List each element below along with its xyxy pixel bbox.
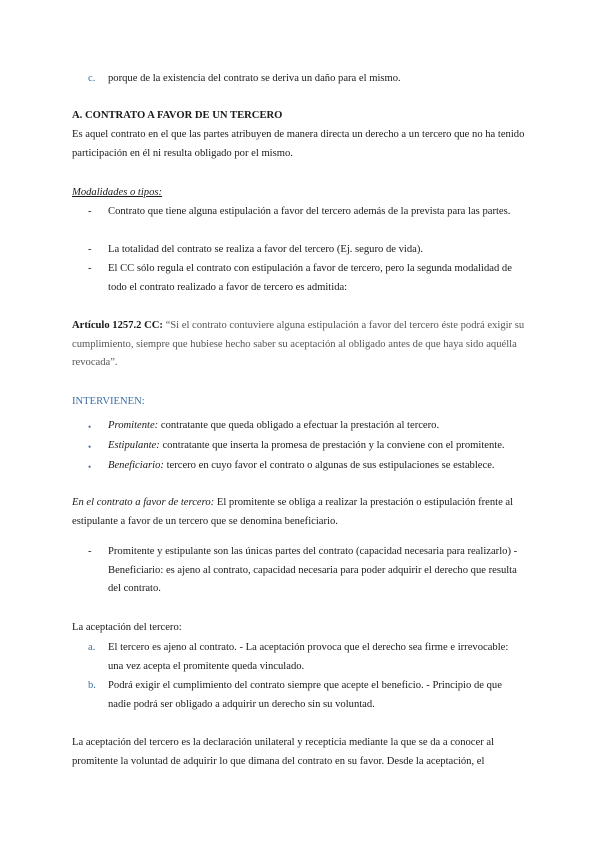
list-marker-a: a. (88, 642, 96, 653)
aceptacion-item-b: Podrá exigir el cumplimiento del contrato siempre que acepte el beneficio. - Principio de que nadie podrá ser obligado a adquirir un derecho sin su voluntad. (108, 680, 502, 710)
bullet-marker: • (88, 422, 92, 432)
term-estipulante: Estipulante: (108, 440, 160, 451)
bullet-marker: • (88, 462, 92, 472)
section-definition: Es aquel contrato en el que las partes atribuyen de manera directa un derecho a un tercero que no ha tenido participación en él ni resulta obligado por el mismo. (72, 129, 525, 159)
dash-marker: - (88, 206, 92, 217)
aceptacion-item-a: El tercero es ajeno al contrato. - La aceptación provoca que el derecho sea firme e irrevocable: una vez acepta el promitente queda vinculado. (108, 642, 509, 672)
dash-marker: - (88, 263, 92, 274)
articulo-label: Artículo 1257.2 CC: (72, 320, 163, 331)
modalidad-item-3: El CC sólo regula el contrato con estipulación a favor de tercero, pero la segunda modalidad de todo el contrato realizado a favor de tercero es admitida: (108, 263, 512, 293)
term-promitente: Promitente: (108, 420, 159, 431)
bullet-marker: • (88, 442, 92, 452)
def-estipulante: contratante que inserta la promesa de prestación y la conviene con el promitente. (162, 440, 505, 451)
intervienen-heading: INTERVIENEN: (72, 396, 145, 407)
def-promitente: contratante que queda obligado a efectuar la prestación al tercero. (160, 420, 440, 431)
partes-item: Promitente y estipulante son las únicas partes del contrato (capacidad necesaria para realizarlo) - Beneficiario: es ajeno al contrato, capacidad necesaria para poder adquirir el derecho que resulta del contrato. (108, 546, 518, 594)
item-c-text: porque de la existencia del contrato se deriva un daño para el mismo. (108, 73, 401, 84)
contrato-tercero-paragraph (72, 494, 532, 531)
final-paragraph: La aceptación del tercero es la declaración unilateral y recepticia mediante la que se da a conocer al promitente la voluntad de adquirir lo que dimana del contrato en su favor. Desde la aceptación, el (72, 737, 495, 767)
interviene-promitente (108, 417, 526, 436)
list-marker-b: b. (88, 680, 96, 691)
section-heading: A. CONTRATO A FAVOR DE UN TERCERO (72, 110, 283, 121)
def-beneficiario: tercero en cuyo favor el contrato o algunas de sus estipulaciones se establece. (166, 460, 495, 471)
dash-marker: - (88, 546, 92, 557)
interviene-estipulante (108, 437, 526, 456)
contrato-tercero-lead: En el contrato a favor de tercero: (72, 497, 215, 508)
term-beneficiario: Beneficiario: (108, 460, 164, 471)
modalidad-item-1: Contrato que tiene alguna estipulación a favor del tercero además de la prevista para las partes. (108, 206, 511, 217)
contrato-tercero-text: El promitente se obliga a realizar la prestación o estipulación frente al estipulante a favor de un tercero que se denomina beneficiario. (72, 497, 514, 527)
aceptacion-heading: La aceptación del tercero: (72, 622, 182, 633)
dash-marker: - (88, 244, 92, 255)
modalidad-item-2: La totalidad del contrato se realiza a favor del tercero (Ej. seguro de vida). (108, 244, 424, 255)
articulo-quote: “Si el contrato contuviere alguna estipulación a favor del tercero éste podrá exigir su cumplimiento, siempre que hubiese hecho saber su aceptación al obligado antes de que haya sido aquélla revocada”. (72, 320, 525, 368)
articulo-paragraph (72, 317, 532, 373)
modalidades-heading: Modalidades o tipos: (72, 187, 163, 198)
list-marker-c: c. (88, 73, 96, 84)
interviene-beneficiario (108, 457, 526, 476)
